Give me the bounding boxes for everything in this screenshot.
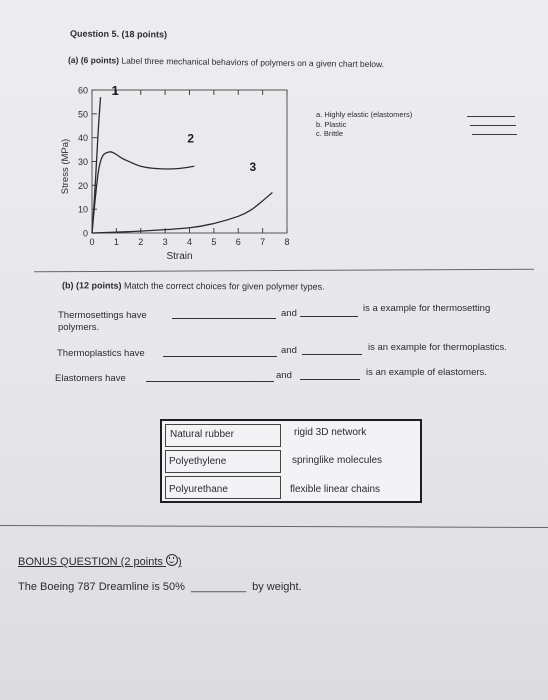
y-tick-label-0: 0 (82, 228, 88, 239)
x-tick-label-6: 6 (235, 237, 241, 247)
elastomer-blank-1[interactable] (146, 381, 274, 382)
y-tick-label-40: 40 (77, 133, 88, 144)
choice-flexible-linear-chains: flexible linear chains (290, 484, 381, 495)
part-b-label: (b) (12 points) (61, 280, 122, 291)
x-tick-label-5: 5 (211, 237, 217, 247)
elastomer-tail: is an example of elastomers. (366, 367, 487, 378)
option-answer-line-c[interactable] (472, 134, 517, 135)
thermosetting-lead2: polymers. (58, 322, 100, 333)
thermosetting-blank-2[interactable] (300, 316, 358, 317)
curve-label-3: 3 (249, 160, 257, 175)
y-tick-label-50: 50 (77, 109, 88, 120)
choice-rigid-3d-network: rigid 3D network (294, 427, 367, 438)
bonus-text: The Boeing 787 Dreamline is 50% (18, 581, 185, 593)
behavior-options (316, 110, 412, 139)
option-elastomers: a. Highly elastic (elastomers) (316, 110, 413, 119)
chart-labels (60, 83, 257, 262)
option-brittle: c. Brittle (316, 129, 344, 138)
option-answer-line-b[interactable] (470, 125, 516, 126)
option-plastic: b. Plastic (316, 119, 347, 129)
curve-3 (92, 192, 272, 233)
choice-polyethylene: Polyethylene (169, 456, 227, 467)
thermoplastic-and: and (281, 345, 297, 356)
choice-springlike-molecules: springlike molecules (292, 455, 383, 466)
chart-series (92, 97, 272, 233)
bonus-answer-blank[interactable]: _________ (191, 581, 247, 593)
part-b-instruction (62, 280, 325, 291)
thermosetting-lead: Thermosettings have (58, 310, 147, 321)
choice-natural-rubber: Natural rubber (170, 429, 234, 440)
bonus-heading-close: ) (177, 556, 182, 568)
part-a-label: (a) (6 points) (67, 54, 120, 66)
part-a-prompt: Label three mechanical behaviors of polymers on a given chart below. (121, 55, 385, 70)
x-tick-label-2: 2 (138, 237, 144, 247)
elastomer-lead: Elastomers have (55, 373, 126, 384)
thermosetting-blank-1[interactable] (172, 318, 276, 319)
x-tick-label-7: 7 (260, 237, 266, 247)
option-answer-line-a[interactable] (467, 116, 515, 117)
curve-label-2: 2 (187, 131, 195, 146)
bonus-text-after: by weight. (252, 581, 302, 593)
bonus-question (18, 581, 302, 593)
chart-ticks (78, 86, 290, 248)
curve-label-1: 1 (111, 82, 119, 98)
question-title: Question 5. (18 points) (69, 28, 168, 40)
chart-axes (92, 90, 287, 233)
thermoplastic-blank-2[interactable] (302, 354, 362, 355)
smiley-icon (166, 554, 178, 566)
x-axis-label: Strain (166, 251, 193, 262)
y-tick-label-20: 20 (77, 180, 88, 191)
y-axis-label: Stress (MPa) (60, 138, 71, 195)
x-tick-label-8: 8 (284, 237, 290, 247)
x-tick-label-0: 0 (89, 237, 95, 247)
thermoplastic-lead: Thermoplastics have (57, 348, 145, 359)
x-tick-label-4: 4 (186, 237, 193, 247)
stress-strain-chart (55, 80, 365, 265)
x-tick-label-1: 1 (113, 237, 119, 247)
thermosetting-tail: is a example for thermosetting (363, 303, 491, 314)
curve-2 (92, 152, 194, 233)
thermoplastic-tail: is an example for thermoplastics. (368, 342, 507, 353)
divider-top (34, 269, 534, 273)
thermosetting-and: and (281, 308, 297, 319)
elastomer-blank-2[interactable] (300, 379, 360, 380)
choice-polyurethane: Polyurethane (169, 484, 228, 495)
divider-bottom (0, 525, 548, 528)
part-a-instruction (68, 55, 384, 69)
bonus-heading (18, 553, 182, 568)
y-tick-label-30: 30 (77, 157, 88, 167)
plot-frame (92, 90, 287, 233)
choices-box (160, 419, 422, 503)
bonus-heading-text: BONUS QUESTION (2 points (18, 556, 163, 568)
elastomer-and: and (276, 370, 292, 381)
y-tick-label-10: 10 (77, 204, 88, 215)
thermoplastic-blank-1[interactable] (163, 356, 277, 357)
y-tick-label-60: 60 (77, 85, 88, 96)
part-b-prompt: Match the correct choices for given polymer types. (123, 280, 325, 292)
x-tick-label-3: 3 (162, 237, 168, 247)
